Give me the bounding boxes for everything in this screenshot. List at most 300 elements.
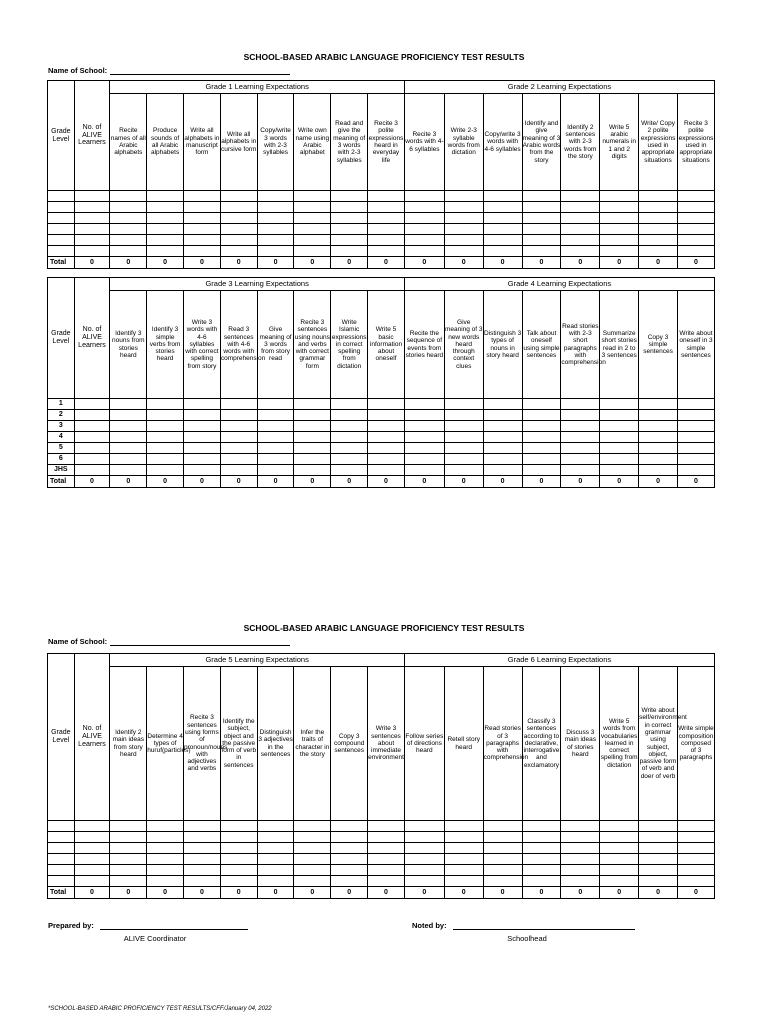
table-cell[interactable] bbox=[600, 399, 639, 410]
table-cell[interactable] bbox=[331, 202, 368, 213]
table-cell[interactable] bbox=[600, 876, 639, 887]
table-cell[interactable] bbox=[444, 465, 483, 476]
table-cell[interactable] bbox=[368, 432, 405, 443]
table-cell[interactable] bbox=[220, 443, 257, 454]
table-cell[interactable] bbox=[639, 832, 678, 843]
table-cell[interactable] bbox=[257, 213, 294, 224]
table-cell[interactable] bbox=[331, 876, 368, 887]
table-cell[interactable] bbox=[522, 432, 561, 443]
table-cell[interactable] bbox=[294, 821, 331, 832]
table-cell[interactable] bbox=[677, 421, 714, 432]
table-cell[interactable] bbox=[184, 865, 221, 876]
table-cell[interactable] bbox=[404, 443, 444, 454]
table-cell[interactable] bbox=[522, 399, 561, 410]
table-cell[interactable] bbox=[220, 191, 257, 202]
table-cell[interactable] bbox=[639, 399, 678, 410]
table-cell[interactable] bbox=[147, 224, 184, 235]
table-cell[interactable] bbox=[483, 876, 522, 887]
table-cell[interactable] bbox=[404, 465, 444, 476]
table-cell[interactable] bbox=[600, 443, 639, 454]
table-cell[interactable] bbox=[220, 854, 257, 865]
table-cell[interactable] bbox=[404, 865, 444, 876]
table-cell[interactable] bbox=[600, 865, 639, 876]
table-cell[interactable] bbox=[522, 832, 561, 843]
table-cell[interactable] bbox=[110, 454, 147, 465]
table-cell[interactable] bbox=[404, 821, 444, 832]
table-cell[interactable] bbox=[294, 454, 331, 465]
table-cell[interactable] bbox=[294, 876, 331, 887]
table-cell[interactable] bbox=[677, 821, 714, 832]
table-cell[interactable] bbox=[220, 821, 257, 832]
table-cell[interactable] bbox=[677, 224, 714, 235]
table-cell[interactable] bbox=[368, 832, 405, 843]
table-cell[interactable] bbox=[368, 443, 405, 454]
table-cell[interactable] bbox=[184, 246, 221, 257]
table-cell[interactable] bbox=[639, 410, 678, 421]
table-cell[interactable] bbox=[294, 235, 331, 246]
table-cell[interactable] bbox=[220, 246, 257, 257]
table-cell[interactable] bbox=[184, 399, 221, 410]
table-cell[interactable] bbox=[561, 410, 600, 421]
table-cell[interactable] bbox=[110, 235, 147, 246]
table-cell[interactable] bbox=[220, 432, 257, 443]
table-cell[interactable] bbox=[522, 854, 561, 865]
table-cell[interactable] bbox=[677, 246, 714, 257]
table-cell[interactable] bbox=[639, 213, 678, 224]
table-cell[interactable] bbox=[110, 821, 147, 832]
table-cell[interactable] bbox=[522, 443, 561, 454]
table-cell[interactable] bbox=[294, 191, 331, 202]
table-cell[interactable] bbox=[561, 843, 600, 854]
table-cell[interactable] bbox=[368, 246, 405, 257]
table-cell[interactable] bbox=[257, 432, 294, 443]
table-cell[interactable] bbox=[561, 854, 600, 865]
table-cell[interactable] bbox=[110, 421, 147, 432]
table-cell[interactable] bbox=[483, 410, 522, 421]
table-cell[interactable] bbox=[184, 191, 221, 202]
table-cell[interactable] bbox=[147, 821, 184, 832]
table-cell[interactable] bbox=[74, 410, 110, 421]
table-cell[interactable] bbox=[639, 843, 678, 854]
table-cell[interactable] bbox=[110, 465, 147, 476]
table-cell[interactable] bbox=[331, 410, 368, 421]
table-cell[interactable] bbox=[444, 421, 483, 432]
table-cell[interactable] bbox=[184, 432, 221, 443]
table-cell[interactable] bbox=[522, 876, 561, 887]
table-cell[interactable] bbox=[74, 443, 110, 454]
table-cell[interactable] bbox=[561, 213, 600, 224]
table-cell[interactable] bbox=[444, 454, 483, 465]
school-name-field[interactable] bbox=[110, 66, 290, 75]
table-cell[interactable] bbox=[110, 843, 147, 854]
table-cell[interactable] bbox=[368, 865, 405, 876]
table-cell[interactable] bbox=[220, 235, 257, 246]
table-cell[interactable] bbox=[294, 202, 331, 213]
table-cell[interactable] bbox=[404, 410, 444, 421]
table-cell[interactable] bbox=[257, 843, 294, 854]
table-cell[interactable] bbox=[522, 213, 561, 224]
table-cell[interactable] bbox=[522, 421, 561, 432]
table-cell[interactable] bbox=[220, 224, 257, 235]
table-cell[interactable] bbox=[147, 202, 184, 213]
table-cell[interactable] bbox=[110, 202, 147, 213]
table-cell[interactable] bbox=[74, 865, 110, 876]
table-cell[interactable] bbox=[294, 443, 331, 454]
table-cell[interactable] bbox=[368, 410, 405, 421]
table-cell[interactable] bbox=[257, 821, 294, 832]
table-cell[interactable] bbox=[220, 876, 257, 887]
table-cell[interactable] bbox=[368, 202, 405, 213]
table-cell[interactable] bbox=[257, 832, 294, 843]
table-cell[interactable] bbox=[639, 202, 678, 213]
table-cell[interactable] bbox=[110, 865, 147, 876]
table-cell[interactable] bbox=[257, 246, 294, 257]
table-cell[interactable] bbox=[147, 399, 184, 410]
table-cell[interactable] bbox=[184, 854, 221, 865]
table-cell[interactable] bbox=[444, 821, 483, 832]
table-cell[interactable] bbox=[522, 224, 561, 235]
table-cell[interactable] bbox=[483, 191, 522, 202]
table-cell[interactable] bbox=[74, 454, 110, 465]
prepared-by-signature-line[interactable] bbox=[100, 921, 248, 930]
table-cell[interactable] bbox=[110, 191, 147, 202]
table-cell[interactable] bbox=[184, 410, 221, 421]
table-cell[interactable] bbox=[184, 443, 221, 454]
table-cell[interactable] bbox=[220, 843, 257, 854]
table-cell[interactable] bbox=[600, 224, 639, 235]
table-cell[interactable] bbox=[483, 854, 522, 865]
table-cell[interactable] bbox=[522, 202, 561, 213]
table-cell[interactable] bbox=[522, 191, 561, 202]
table-cell[interactable] bbox=[404, 454, 444, 465]
table-cell[interactable] bbox=[561, 465, 600, 476]
table-cell[interactable] bbox=[677, 465, 714, 476]
table-cell[interactable] bbox=[110, 443, 147, 454]
table-cell[interactable] bbox=[483, 421, 522, 432]
table-cell[interactable] bbox=[74, 213, 110, 224]
table-cell[interactable] bbox=[184, 213, 221, 224]
table-cell[interactable] bbox=[561, 865, 600, 876]
table-cell[interactable] bbox=[522, 865, 561, 876]
table-cell[interactable] bbox=[444, 224, 483, 235]
table-cell[interactable] bbox=[331, 832, 368, 843]
table-cell[interactable] bbox=[147, 432, 184, 443]
table-cell[interactable] bbox=[561, 191, 600, 202]
table-cell[interactable] bbox=[404, 876, 444, 887]
table-cell[interactable] bbox=[444, 865, 483, 876]
table-cell[interactable] bbox=[74, 465, 110, 476]
table-cell[interactable] bbox=[74, 191, 110, 202]
table-cell[interactable] bbox=[677, 410, 714, 421]
table-cell[interactable] bbox=[561, 224, 600, 235]
table-cell[interactable] bbox=[294, 432, 331, 443]
table-cell[interactable] bbox=[294, 399, 331, 410]
table-cell[interactable] bbox=[331, 399, 368, 410]
table-cell[interactable] bbox=[404, 246, 444, 257]
table-cell[interactable] bbox=[184, 224, 221, 235]
table-cell[interactable] bbox=[331, 421, 368, 432]
table-cell[interactable] bbox=[600, 821, 639, 832]
table-cell[interactable] bbox=[483, 865, 522, 876]
table-cell[interactable] bbox=[639, 432, 678, 443]
table-cell[interactable] bbox=[483, 399, 522, 410]
table-cell[interactable] bbox=[483, 224, 522, 235]
table-cell[interactable] bbox=[483, 213, 522, 224]
table-cell[interactable] bbox=[483, 202, 522, 213]
table-cell[interactable] bbox=[368, 876, 405, 887]
table-cell[interactable] bbox=[331, 454, 368, 465]
table-cell[interactable] bbox=[257, 399, 294, 410]
table-cell[interactable] bbox=[404, 224, 444, 235]
table-cell[interactable] bbox=[294, 410, 331, 421]
table-cell[interactable] bbox=[639, 821, 678, 832]
table-cell[interactable] bbox=[677, 432, 714, 443]
table-cell[interactable] bbox=[639, 443, 678, 454]
table-cell[interactable] bbox=[257, 443, 294, 454]
table-cell[interactable] bbox=[257, 235, 294, 246]
table-cell[interactable] bbox=[110, 399, 147, 410]
table-cell[interactable] bbox=[74, 821, 110, 832]
table-cell[interactable] bbox=[74, 854, 110, 865]
table-cell[interactable] bbox=[561, 876, 600, 887]
table-cell[interactable] bbox=[147, 832, 184, 843]
table-cell[interactable] bbox=[561, 832, 600, 843]
table-cell[interactable] bbox=[444, 876, 483, 887]
table-cell[interactable] bbox=[483, 454, 522, 465]
table-cell[interactable] bbox=[600, 843, 639, 854]
table-cell[interactable] bbox=[147, 876, 184, 887]
table-cell[interactable] bbox=[444, 410, 483, 421]
table-cell[interactable] bbox=[257, 224, 294, 235]
table-cell[interactable] bbox=[677, 843, 714, 854]
table-cell[interactable] bbox=[184, 843, 221, 854]
table-cell[interactable] bbox=[184, 465, 221, 476]
table-cell[interactable] bbox=[294, 843, 331, 854]
table-cell[interactable] bbox=[294, 854, 331, 865]
school-name-field[interactable] bbox=[110, 637, 290, 646]
table-cell[interactable] bbox=[600, 235, 639, 246]
table-cell[interactable] bbox=[257, 865, 294, 876]
table-cell[interactable] bbox=[74, 843, 110, 854]
table-cell[interactable] bbox=[147, 191, 184, 202]
table-cell[interactable] bbox=[110, 410, 147, 421]
table-cell[interactable] bbox=[483, 432, 522, 443]
table-cell[interactable] bbox=[220, 202, 257, 213]
table-cell[interactable] bbox=[561, 432, 600, 443]
table-cell[interactable] bbox=[294, 224, 331, 235]
table-cell[interactable] bbox=[639, 854, 678, 865]
table-cell[interactable] bbox=[368, 843, 405, 854]
table-cell[interactable] bbox=[404, 421, 444, 432]
table-cell[interactable] bbox=[147, 246, 184, 257]
table-cell[interactable] bbox=[600, 454, 639, 465]
table-cell[interactable] bbox=[294, 465, 331, 476]
table-cell[interactable] bbox=[561, 421, 600, 432]
table-cell[interactable] bbox=[677, 202, 714, 213]
table-cell[interactable] bbox=[331, 865, 368, 876]
table-cell[interactable] bbox=[147, 213, 184, 224]
table-cell[interactable] bbox=[220, 213, 257, 224]
table-cell[interactable] bbox=[74, 876, 110, 887]
table-cell[interactable] bbox=[639, 246, 678, 257]
table-cell[interactable] bbox=[74, 224, 110, 235]
table-cell[interactable] bbox=[483, 821, 522, 832]
table-cell[interactable] bbox=[483, 443, 522, 454]
table-cell[interactable] bbox=[561, 443, 600, 454]
table-cell[interactable] bbox=[677, 454, 714, 465]
table-cell[interactable] bbox=[368, 235, 405, 246]
table-cell[interactable] bbox=[110, 224, 147, 235]
table-cell[interactable] bbox=[368, 421, 405, 432]
table-cell[interactable] bbox=[404, 399, 444, 410]
table-cell[interactable] bbox=[110, 854, 147, 865]
table-cell[interactable] bbox=[257, 465, 294, 476]
table-cell[interactable] bbox=[444, 246, 483, 257]
table-cell[interactable] bbox=[404, 432, 444, 443]
table-cell[interactable] bbox=[639, 876, 678, 887]
table-cell[interactable] bbox=[522, 821, 561, 832]
table-cell[interactable] bbox=[331, 246, 368, 257]
table-cell[interactable] bbox=[561, 821, 600, 832]
table-cell[interactable] bbox=[184, 421, 221, 432]
table-cell[interactable] bbox=[74, 832, 110, 843]
table-cell[interactable] bbox=[331, 465, 368, 476]
table-cell[interactable] bbox=[184, 454, 221, 465]
table-cell[interactable] bbox=[257, 854, 294, 865]
table-cell[interactable] bbox=[331, 854, 368, 865]
table-cell[interactable] bbox=[184, 832, 221, 843]
table-cell[interactable] bbox=[404, 213, 444, 224]
table-cell[interactable] bbox=[444, 399, 483, 410]
table-cell[interactable] bbox=[677, 854, 714, 865]
table-cell[interactable] bbox=[639, 224, 678, 235]
table-cell[interactable] bbox=[639, 235, 678, 246]
table-cell[interactable] bbox=[257, 876, 294, 887]
table-cell[interactable] bbox=[677, 235, 714, 246]
table-cell[interactable] bbox=[74, 432, 110, 443]
table-cell[interactable] bbox=[368, 854, 405, 865]
table-cell[interactable] bbox=[368, 399, 405, 410]
table-cell[interactable] bbox=[220, 465, 257, 476]
table-cell[interactable] bbox=[404, 235, 444, 246]
table-cell[interactable] bbox=[677, 832, 714, 843]
table-cell[interactable] bbox=[257, 202, 294, 213]
table-cell[interactable] bbox=[147, 465, 184, 476]
table-cell[interactable] bbox=[220, 410, 257, 421]
table-cell[interactable] bbox=[331, 213, 368, 224]
table-cell[interactable] bbox=[404, 843, 444, 854]
table-cell[interactable] bbox=[147, 843, 184, 854]
table-cell[interactable] bbox=[600, 832, 639, 843]
table-cell[interactable] bbox=[404, 202, 444, 213]
table-cell[interactable] bbox=[677, 213, 714, 224]
table-cell[interactable] bbox=[483, 235, 522, 246]
table-cell[interactable] bbox=[184, 821, 221, 832]
table-cell[interactable] bbox=[74, 399, 110, 410]
table-cell[interactable] bbox=[522, 454, 561, 465]
table-cell[interactable] bbox=[110, 246, 147, 257]
table-cell[interactable] bbox=[368, 224, 405, 235]
table-cell[interactable] bbox=[147, 865, 184, 876]
table-cell[interactable] bbox=[522, 465, 561, 476]
table-cell[interactable] bbox=[639, 465, 678, 476]
table-cell[interactable] bbox=[220, 454, 257, 465]
table-cell[interactable] bbox=[483, 465, 522, 476]
table-cell[interactable] bbox=[444, 854, 483, 865]
table-cell[interactable] bbox=[561, 202, 600, 213]
table-cell[interactable] bbox=[257, 454, 294, 465]
table-cell[interactable] bbox=[444, 191, 483, 202]
table-cell[interactable] bbox=[600, 854, 639, 865]
table-cell[interactable] bbox=[110, 213, 147, 224]
table-cell[interactable] bbox=[561, 246, 600, 257]
table-cell[interactable] bbox=[483, 843, 522, 854]
table-cell[interactable] bbox=[147, 443, 184, 454]
table-cell[interactable] bbox=[331, 191, 368, 202]
table-cell[interactable] bbox=[639, 421, 678, 432]
table-cell[interactable] bbox=[220, 865, 257, 876]
table-cell[interactable] bbox=[220, 832, 257, 843]
table-cell[interactable] bbox=[257, 421, 294, 432]
table-cell[interactable] bbox=[522, 235, 561, 246]
table-cell[interactable] bbox=[639, 865, 678, 876]
table-cell[interactable] bbox=[74, 202, 110, 213]
table-cell[interactable] bbox=[483, 246, 522, 257]
table-cell[interactable] bbox=[561, 454, 600, 465]
table-cell[interactable] bbox=[639, 454, 678, 465]
table-cell[interactable] bbox=[444, 213, 483, 224]
table-cell[interactable] bbox=[600, 246, 639, 257]
table-cell[interactable] bbox=[74, 246, 110, 257]
table-cell[interactable] bbox=[294, 865, 331, 876]
table-cell[interactable] bbox=[331, 821, 368, 832]
table-cell[interactable] bbox=[444, 432, 483, 443]
table-cell[interactable] bbox=[600, 432, 639, 443]
table-cell[interactable] bbox=[147, 421, 184, 432]
table-cell[interactable] bbox=[147, 454, 184, 465]
table-cell[interactable] bbox=[522, 246, 561, 257]
table-cell[interactable] bbox=[600, 421, 639, 432]
table-cell[interactable] bbox=[483, 832, 522, 843]
table-cell[interactable] bbox=[220, 421, 257, 432]
table-cell[interactable] bbox=[600, 202, 639, 213]
table-cell[interactable] bbox=[110, 432, 147, 443]
table-cell[interactable] bbox=[368, 213, 405, 224]
table-cell[interactable] bbox=[600, 410, 639, 421]
table-cell[interactable] bbox=[110, 832, 147, 843]
table-cell[interactable] bbox=[294, 421, 331, 432]
table-cell[interactable] bbox=[677, 191, 714, 202]
table-cell[interactable] bbox=[331, 432, 368, 443]
table-cell[interactable] bbox=[639, 191, 678, 202]
table-cell[interactable] bbox=[404, 854, 444, 865]
table-cell[interactable] bbox=[522, 843, 561, 854]
table-cell[interactable] bbox=[368, 454, 405, 465]
noted-by-signature-line[interactable] bbox=[453, 921, 635, 930]
table-cell[interactable] bbox=[147, 235, 184, 246]
table-cell[interactable] bbox=[220, 399, 257, 410]
table-cell[interactable] bbox=[368, 191, 405, 202]
table-cell[interactable] bbox=[444, 235, 483, 246]
table-cell[interactable] bbox=[677, 876, 714, 887]
table-cell[interactable] bbox=[677, 865, 714, 876]
table-cell[interactable] bbox=[404, 191, 444, 202]
table-cell[interactable] bbox=[368, 821, 405, 832]
table-cell[interactable] bbox=[677, 443, 714, 454]
table-cell[interactable] bbox=[561, 235, 600, 246]
table-cell[interactable] bbox=[444, 443, 483, 454]
table-cell[interactable] bbox=[110, 876, 147, 887]
